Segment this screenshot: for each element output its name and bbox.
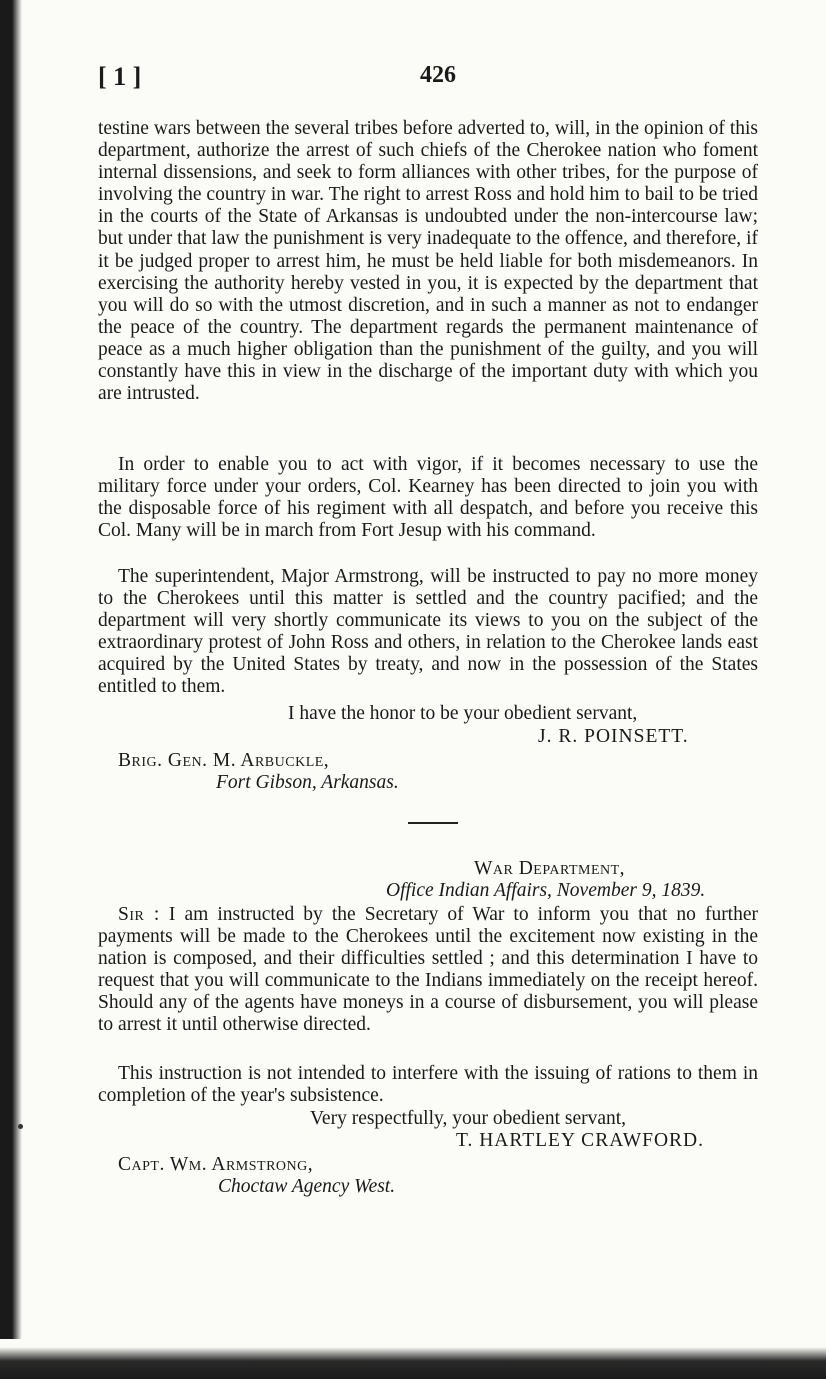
- letter1-addressee-place: Fort Gibson, Arkansas.: [216, 772, 399, 793]
- letter2-paragraph-2: [98, 1063, 758, 1107]
- letter2-signature: T. HARTLEY CRAWFORD.: [456, 1130, 705, 1151]
- letter1-paragraph-3: [98, 566, 758, 699]
- letter2-paragraph-2-text: This instruction is not intended to interfere with the issuing of rations to them in completion of the year's subsistence.: [98, 1063, 758, 1107]
- sheet-mark: [ 1 ]: [98, 62, 142, 91]
- letter2-closing: Very respectfully, your obedient servant,: [310, 1108, 627, 1129]
- letter1-paragraph-1: [98, 118, 758, 405]
- page-number: 426: [420, 62, 456, 88]
- letter2-department: War Department,: [474, 858, 626, 879]
- letter2-salutation: Sir :: [118, 904, 160, 925]
- page-bottom-edge-shadow: [0, 1339, 826, 1379]
- section-divider: [408, 822, 458, 824]
- page-left-edge-shadow: [0, 0, 22, 1379]
- letter1-paragraph-3-text: The superintendent, Major Armstrong, will be instructed to pay no more money to the Cherokees until this matter is settled and the country pacified; and the department will very shortly communicate its views to you on the subject of the extraordinary protest of John Ross and others, in relation to the Cherokee lands east acquired by the United States by treaty, and now in the possession of the States entitled to them.: [98, 566, 758, 698]
- letter1-signature: J. R. POINSETT.: [538, 726, 689, 747]
- letter2-office-date: Office Indian Affairs, November 9, 1839.: [386, 880, 706, 901]
- margin-dot: [18, 1124, 23, 1129]
- letter1-closing: I have the honor to be your obedient servant,: [288, 703, 638, 724]
- letter2-addressee-place: Choctaw Agency West.: [218, 1176, 396, 1197]
- letter2-paragraph-1-text: I am instructed by the Secretary of War to inform you that no further payments will be made to the Cherokees until the excitement now existing in the nation is composed, and their difficulties settled ; and this determination I have to request that you will communicate to the Indians immediately on the receipt hereof. Should any of the agents have moneys in a course of disbursement, you will please to arrest it until otherwise directed.: [98, 904, 758, 1036]
- page-header: [98, 62, 758, 102]
- letter2-paragraph-1: [98, 904, 758, 1037]
- letter2-addressee-name: Capt. Wm. Armstrong,: [118, 1154, 314, 1175]
- letter1-addressee-name: Brig. Gen. M. Arbuckle,: [118, 750, 330, 771]
- letter1-paragraph-2: [98, 454, 758, 542]
- letter1-paragraph-2-text: In order to enable you to act with vigor, if it becomes necessary to use the military force under your orders, Col. Kearney has been directed to join you with the disposable force of his regiment with all despatch, and before you receive this Col. Many will be in march from Fort Jesup with his command.: [98, 454, 758, 542]
- letter1-paragraph-1-text: testine wars between the several tribes before adverted to, will, in the opinion of this department, authorize the arrest of such chiefs of the Cherokee nation who foment internal dissensions, and seek to form alliances with other tribes, for the purpose of involving the country in war. The right to arrest Ross and hold him to bail to be tried in the courts of the State of Arkansas is undoubted under the non-intercourse law; but under that law the punishment is very inadequate to the offence, and therefore, if it be judged proper to arrest him, he must be held liable for both misdemeanors. In exercising the authority hereby vested in you, it is expected by the department that you will do so with the utmost discretion, and in such a manner as not to endanger the peace of the country. The department regards the permanent maintenance of peace as a much higher obligation than the punishment of the guilty, and you will constantly have this in view in the discharge of the important duty with which you are intrusted.: [98, 118, 758, 405]
